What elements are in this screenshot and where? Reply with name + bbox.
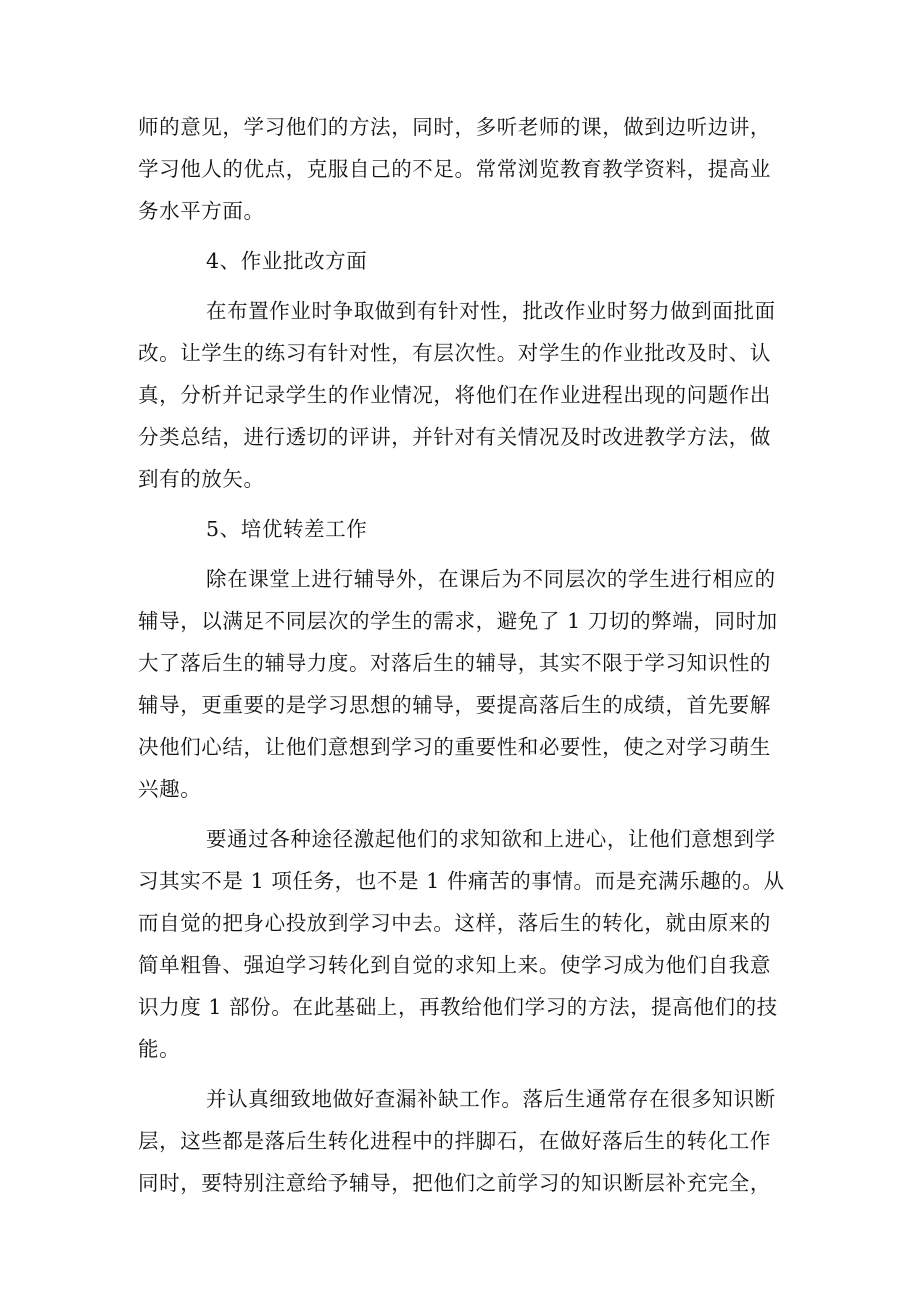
paragraph-line: 决他们心结，让他们意想到学习的重要性和必要性，使之对学习萌生 — [138, 735, 771, 759]
paragraph-line: 兴趣。 — [138, 777, 202, 801]
paragraph-line: 学习他人的优点，克服自己的不足。常常浏览教育教学资料，提高业 — [138, 157, 771, 181]
section-heading-homework: 4、作业批改方面 — [206, 249, 368, 273]
paragraph-line: 辅导，以满足不同层次的学生的需求，避免了 1 刀切的弊端，同时加 — [138, 609, 778, 633]
paragraph-line: 务水平方面。 — [138, 199, 265, 223]
paragraph-line: 而自觉的把身心投放到学习中去。这样，落后生的转化，就由原来的 — [138, 911, 771, 935]
document-body — [138, 106, 786, 1204]
paragraph-line: 除在课堂上进行辅导外，在课后为不同层次的学生进行相应的 — [206, 567, 776, 591]
paragraph-line: 到有的放矢。 — [138, 467, 265, 491]
paragraph-line: 要通过各种途径激起他们的求知欲和上进心，让他们意想到学 — [206, 827, 776, 851]
paragraph-line: 辅导，更重要的是学习思想的辅导，要提高落后生的成绩，首先要解 — [138, 693, 771, 717]
paragraph-line: 识力度 1 部份。在此基础上，再教给他们学习的方法，提高他们的技 — [138, 995, 778, 1019]
paragraph-line: 并认真细致地做好查漏补缺工作。落后生通常存在很多知识断 — [206, 1087, 776, 1111]
paragraph-line: 同时，要特别注意给予辅导，把他们之前学习的知识断层补充完全， — [138, 1171, 771, 1195]
paragraph-line: 大了落后生的辅导力度。对落后生的辅导，其实不限于学习知识性的 — [138, 651, 771, 675]
paragraph-line: 分类总结，进行透切的评讲，并针对有关情况及时改进教学方法，做 — [138, 425, 771, 449]
paragraph-line: 师的意见，学习他们的方法，同时，多听老师的课，做到边听边讲， — [138, 115, 771, 139]
paragraph-line: 习其实不是 1 项任务，也不是 1 件痛苦的事情。而是充满乐趣的。从 — [138, 869, 785, 893]
paragraph-line: 改。让学生的练习有针对性，有层次性。对学生的作业批改及时、认 — [138, 341, 771, 365]
paragraph-line: 在布置作业时争取做到有针对性，批改作业时努力做到面批面 — [206, 299, 776, 323]
section-heading-tutoring: 5、培优转差工作 — [206, 517, 368, 541]
paragraph-line: 能。 — [138, 1037, 181, 1061]
paragraph-line: 层，这些都是落后生转化进程中的拌脚石，在做好落后生的转化工作 — [138, 1129, 771, 1153]
paragraph-line: 简单粗鲁、强迫学习转化到自觉的求知上来。使学习成为他们自我意 — [138, 953, 771, 977]
paragraph-line: 真，分析并记录学生的作业情况，将他们在作业进程出现的问题作出 — [138, 383, 771, 407]
